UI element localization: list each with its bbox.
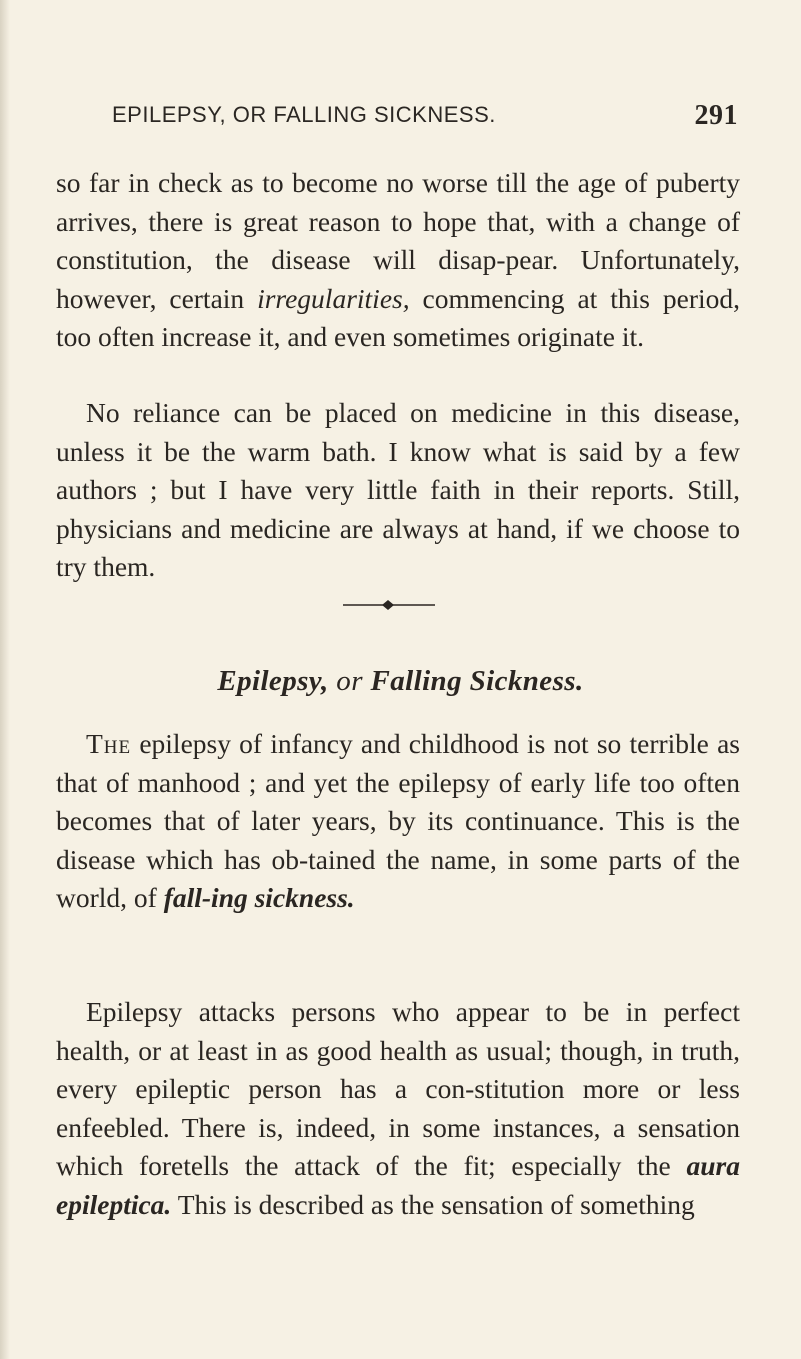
paragraph-3-text: epilepsy of infancy and childhood is not so terrible as that of manhood ; and yet the epilepsy of early life too often becomes that of later years, by its continuance. This is the disease which has ob-tained the name, in some parts of the world, of <box>56 728 740 913</box>
running-head-title: EPILEPSY, OR FALLING SICKNESS. <box>112 102 496 127</box>
paragraph-3-lead-word: The <box>86 728 132 759</box>
paragraph-4-text-a: Epilepsy attacks persons who appear to be in perfect health, or at least in as good health as usual; though, in truth, every epileptic person has a con-stitution more or less enfeebled. There is, indeed, in some instances, a sensation which foretells the attack of the fit; especially the <box>56 996 740 1181</box>
running-head <box>112 100 738 130</box>
paragraph-2-text: No reliance can be placed on medicine in this disease, unless it be the warm bath. I know what is said by a few authors ; but I have very little faith in their reports. Still, physicians and medicine are always at hand, if we choose to try them. <box>56 397 740 582</box>
paragraph-1-text-b: commencing at this period, too often increase it, and even sometimes originate it. <box>56 282 740 352</box>
paragraph-4 <box>56 993 740 1224</box>
paragraph-2 <box>56 394 740 587</box>
paragraph-4-text-b: This is described as the sensation of something <box>171 1188 695 1220</box>
paragraph-4-italic: aura epileptica. <box>56 1150 740 1220</box>
paragraph-1-text-a: so far in check as to become no worse till the age of puberty arrives, there is great reason to hope that, with a change of constitution, the disease will disap-pear. Unfortunately, however, certain <box>56 167 740 314</box>
section-heading-joiner: or <box>328 665 371 697</box>
section-heading <box>0 665 801 698</box>
paragraph-1-italic: irregularities, <box>257 282 410 314</box>
section-heading-part-2: Falling Sickness. <box>370 665 584 697</box>
paragraph-1 <box>56 164 740 357</box>
section-heading-part-1: Epilepsy, <box>217 665 329 697</box>
paragraph-3-italic: fall-ing sickness. <box>163 882 355 913</box>
paragraph-3 <box>56 725 740 918</box>
section-divider-ornament <box>343 597 435 613</box>
page-number: 291 <box>694 100 738 131</box>
